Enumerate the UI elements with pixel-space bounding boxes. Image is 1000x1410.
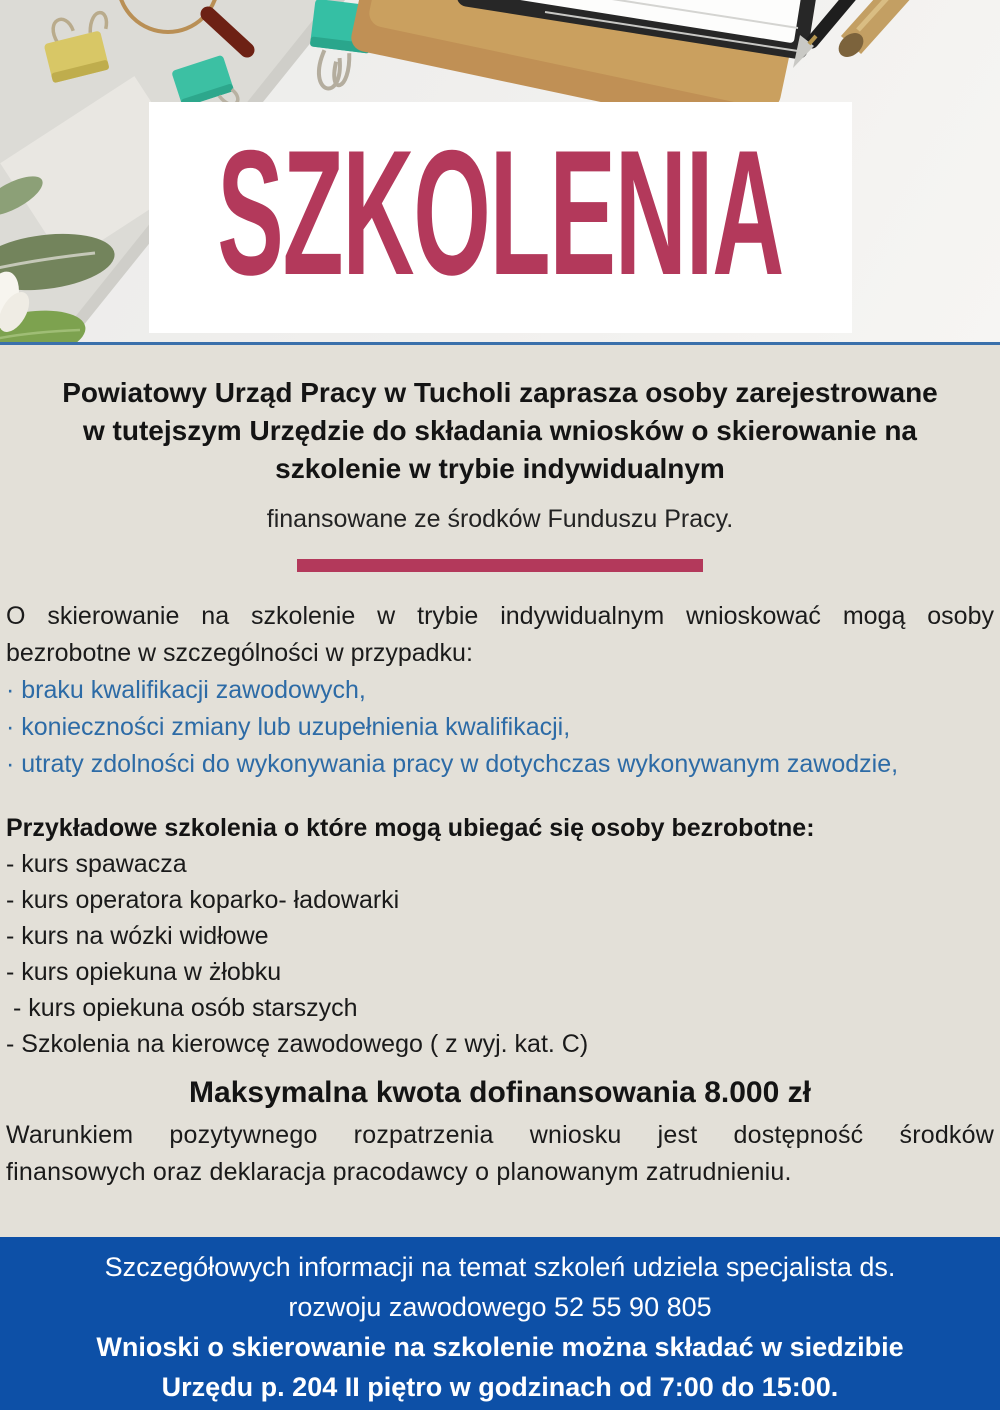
intro-heading-line: w tutejszym Urzędzie do składania wniosków o skierowanie na xyxy=(82,415,917,446)
footer-submit-line-1: Wnioski o skierowanie na szkolenie można składać w siedzibie xyxy=(96,1332,904,1362)
gold-pen-icon xyxy=(834,0,929,62)
photo-header xyxy=(0,0,1000,345)
examples-heading: Przykładowe szkolenia o które mogą ubiegać się osoby bezrobotne: xyxy=(6,814,815,842)
condition-line: finansowych oraz deklaracja pracodawcy o planowanym zatrudnieniu. xyxy=(6,1158,792,1186)
intro-heading-line: szkolenie w trybie indywidualnym xyxy=(275,453,725,484)
example-item: - kurs spawacza xyxy=(6,850,187,878)
eligibility-item: · utraty zdolności do wykonywania pracy w dotychczas wykonywanym zawodzie, xyxy=(6,750,899,778)
footer-submit-line-2: Urzędu p. 204 II piętro w godzinach od 7:00 do 15:00. xyxy=(161,1372,839,1402)
eligibility-intro-line: O skierowanie na szkolenie w trybie indywidualnym wnioskować mogą osoby xyxy=(6,602,994,630)
eligibility-item: · konieczności zmiany lub uzupełnienia kwalifikacji, xyxy=(6,713,571,741)
intro-heading-line: Powiatowy Urząd Pracy w Tucholi zaprasza osoby zarejestrowane xyxy=(62,377,938,408)
eligibility-item: · braku kwalifikacji zawodowych, xyxy=(6,676,366,704)
footer-info-line-2: rozwoju zawodowego 52 55 90 805 xyxy=(288,1292,712,1322)
condition-line: Warunkiem pozytywnego rozpatrzenia wniosku jest dostępność środków xyxy=(6,1121,994,1149)
accent-bar xyxy=(297,559,703,572)
title-card xyxy=(149,102,852,333)
poster-title: SZKOLENIA xyxy=(217,112,784,312)
poster-body xyxy=(0,345,1000,1237)
condition-text xyxy=(6,1117,994,1191)
eligibility-intro-line: bezrobotne w szczególności w przypadku: xyxy=(6,639,473,667)
examples-list xyxy=(6,846,994,1062)
eligibility-list xyxy=(6,672,994,783)
footer xyxy=(0,1237,1000,1410)
footer-info-line-1: Szczegółowych informacji na temat szkoleń udziela specjalista ds. xyxy=(104,1252,896,1282)
intro-heading xyxy=(6,374,994,488)
intro-subtitle: finansowane ze środków Funduszu Pracy. xyxy=(266,505,734,533)
example-item: - kurs operatora koparko- ładowarki xyxy=(6,886,400,914)
eligibility-intro xyxy=(6,598,994,672)
example-item: - kurs opiekuna osób starszych xyxy=(6,994,358,1022)
funding-heading: Maksymalna kwota dofinansowania 8.000 zł xyxy=(189,1076,811,1109)
example-item: - kurs opiekuna w żłobku xyxy=(6,958,282,986)
example-item: - kurs na wózki widłowe xyxy=(6,922,269,950)
example-item: - Szkolenia na kierowcę zawodowego ( z wyj. kat. C) xyxy=(6,1030,589,1058)
